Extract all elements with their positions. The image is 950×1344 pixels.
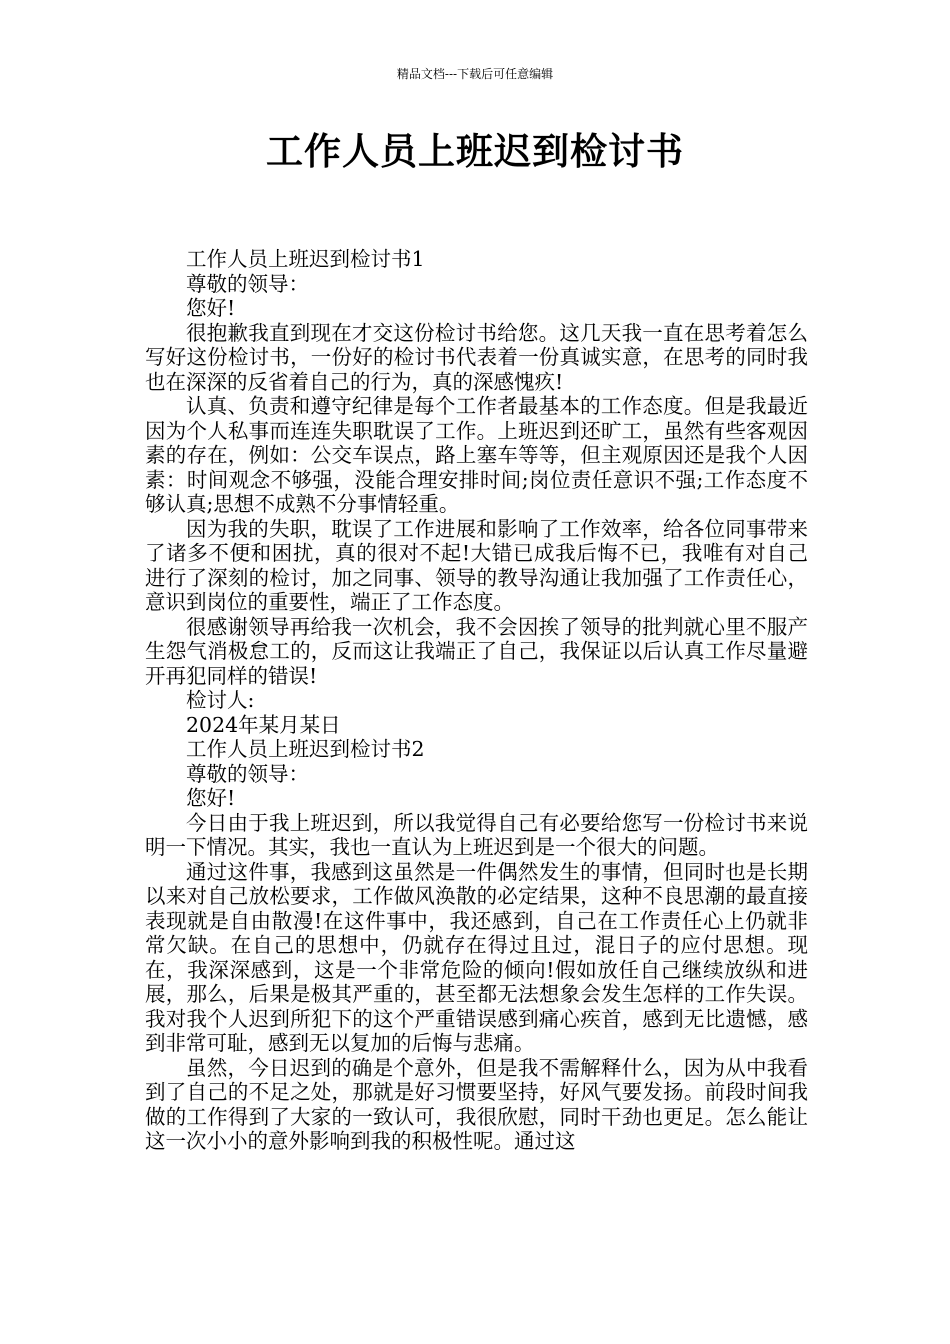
- document-body: [145, 247, 808, 1154]
- document-title: 工作人员上班迟到检讨书: [266, 130, 684, 173]
- greeting: 您好!: [186, 786, 236, 810]
- salutation: 尊敬的领导：: [186, 271, 309, 296]
- signature-label: 检讨人:: [186, 688, 255, 712]
- signature-date: 2024年某月某日: [186, 712, 341, 737]
- section-heading-2: 工作人员上班迟到检讨书2: [186, 737, 425, 761]
- body-paragraph: 认真、负责和遵守纪律是每个工作者最基本的工作态度。但是我最近因为个人私事而连连失职耽误了工作。上班迟到还旷工，虽然有些客观因素的存在，例如：公交车误点，路上塞车等等，但主观原因还是我个人因素：时间观念不够强，没能合理安排时间;岗位责任意识不强;工作态度不够认真;思想不成熟不分事情轻重。: [145, 394, 808, 516]
- body-paragraph: 通过这件事，我感到这虽然是一件偶然发生的事情，但同时也是长期以来对自己放松要求，工作做风涣散的必定结果，这种不良思潮的最直接表现就是自由散漫!在这件事中，我还感到，自己在工作责任心上仍就非常欠缺。在自己的思想中，仍就存在得过且过，混日子的应付思想。现在，我深深感到，这是一个非常危险的倾向!假如放任自己继续放纵和进展，那么，后果是极其严重的，甚至都无法想象会发生怎样的工作失误。我对我个人迟到所犯下的这个严重错误感到痛心疾首，感到无比遗憾，感到非常可耻，感到无以复加的后悔与悲痛。: [145, 859, 808, 1055]
- body-paragraph: 很抱歉我直到现在才交这份检讨书给您。这几天我一直在思考着怎么写好这份检讨书，一份好的检讨书代表着一份真诚实意，在思考的同时我也在深深的反省着自己的行为，真的深感愧疚!: [145, 320, 808, 394]
- section-heading-1: 工作人员上班迟到检讨书1: [186, 247, 425, 271]
- greeting: 您好!: [186, 296, 236, 320]
- body-paragraph: 今日由于我上班迟到，所以我觉得自己有必要给您写一份检讨书来说明一下情况。其实，我也一直认为上班迟到是一个很大的问题。: [145, 810, 808, 859]
- salutation: 尊敬的领导：: [186, 761, 309, 786]
- body-paragraph: 因为我的失职，耽误了工作进展和影响了工作效率，给各位同事带来了诸多不便和困扰，真的很对不起!大错已成我后悔不已，我唯有对自己进行了深刻的检讨，加之同事、领导的教导沟通让我加强了工作责任心，意识到岗位的重要性，端正了工作态度。: [145, 516, 808, 614]
- body-paragraph: 很感谢领导再给我一次机会，我不会因挨了领导的批判就心里不服产生怨气消极怠工的，反而这让我端正了自己，我保证以后认真工作尽量避开再犯同样的错误!: [145, 614, 808, 688]
- body-paragraph: 虽然，今日迟到的确是个意外，但是我不需解释什么，因为从中我看到了自己的不足之处，那就是好习惯要坚持，好风气要发扬。前段时间我做的工作得到了大家的一致认可，我很欣慰，同时干劲也更足。怎么能让这一次小小的意外影响到我的积极性呢。通过这: [145, 1055, 808, 1153]
- page-header-note: 精品文档---下载后可任意编辑: [396, 67, 554, 81]
